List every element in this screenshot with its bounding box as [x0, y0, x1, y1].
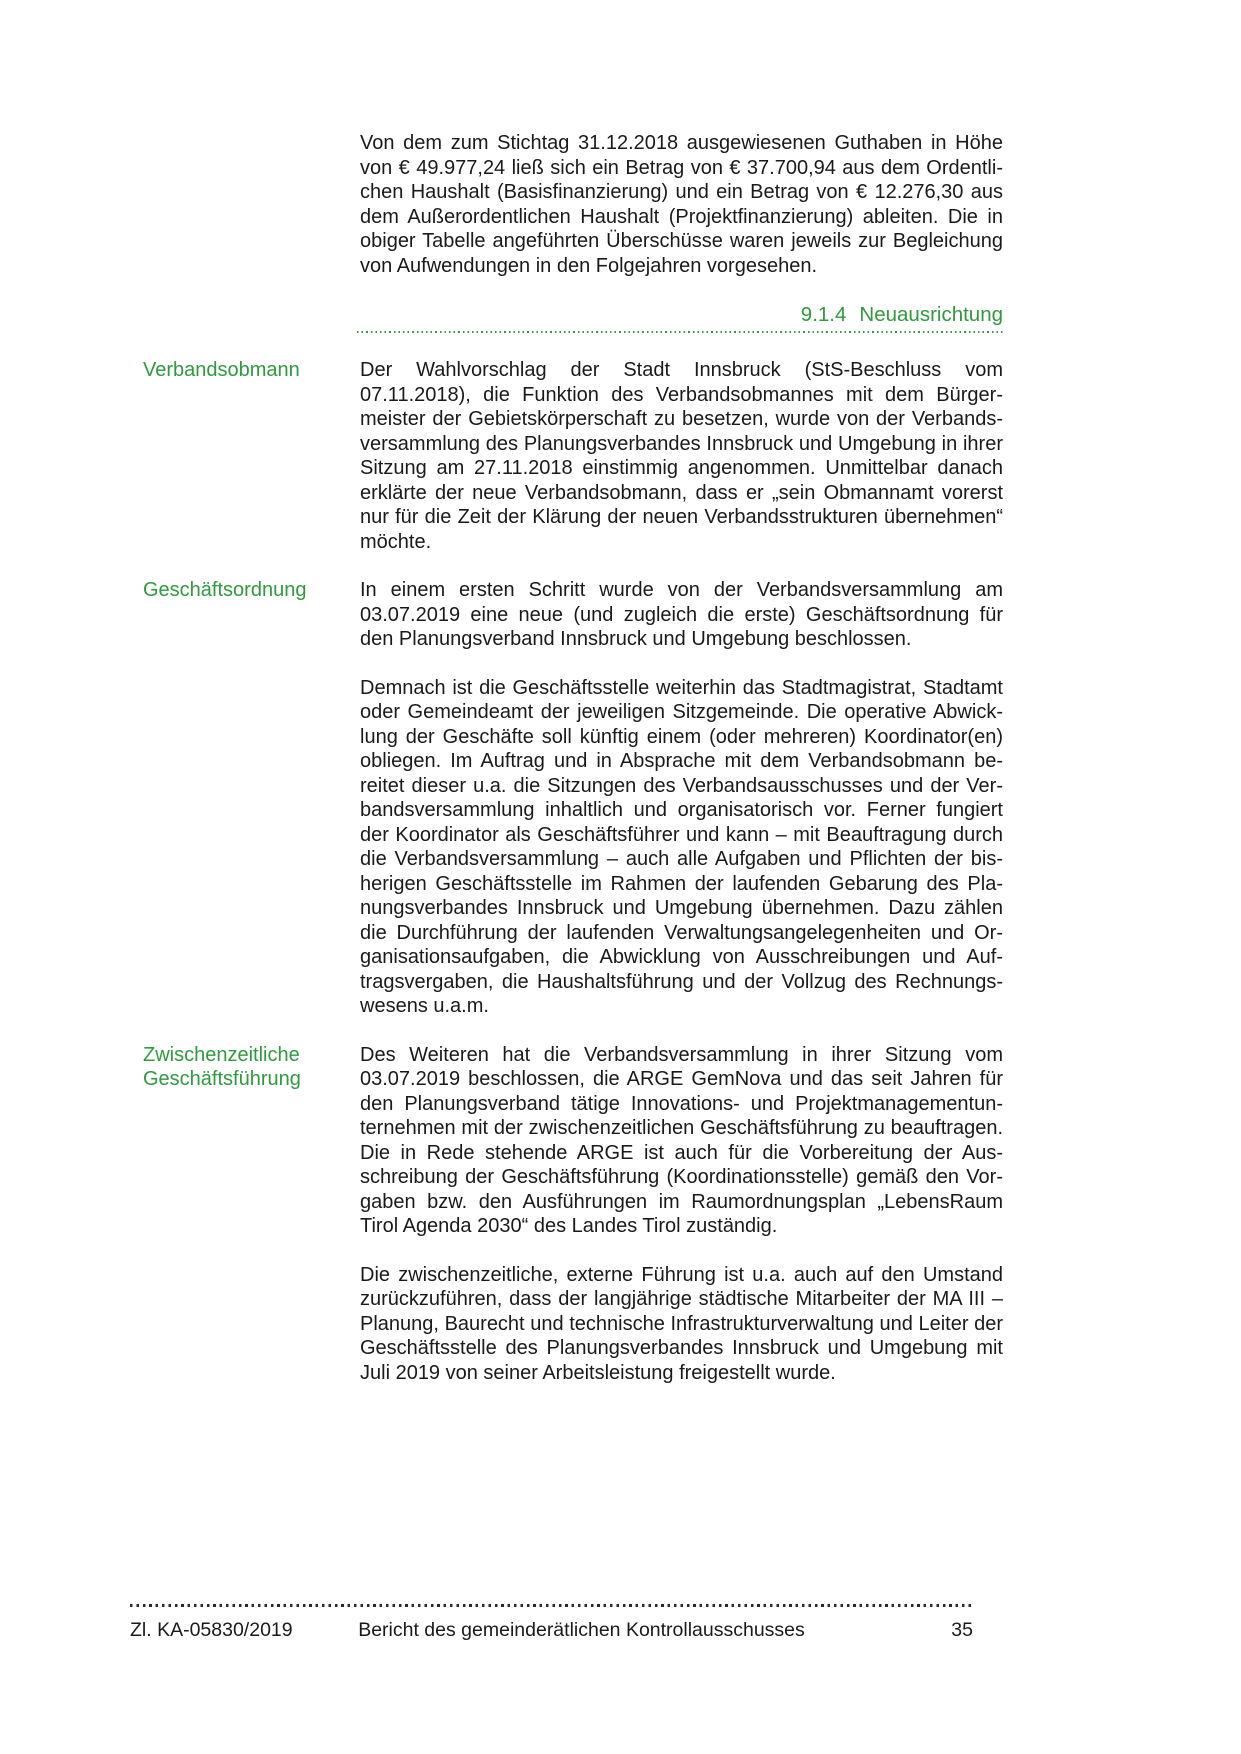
margin-label: Verbandsobmann — [143, 359, 300, 381]
document-section — [143, 358, 1003, 578]
page-footer — [130, 1601, 973, 1642]
paragraph: Des Weiteren hat die Verbandsversammlung in ihrer Sitzung vom 03.07.2019 beschlossen, die ARGE GemNova und das seit Jahren für den Planungsverband tätige Innovations- und Projektmanagementunternehmen mit der zwischenzeitlichen Geschäftsführung zu beauftragen. Die in Rede stehende ARGE ist auch für die Vorbereitung der Ausschreibung der Geschäftsführung (Koordinationsstelle) gemäß den Vorgaben bzw. den Ausführungen im Raumordnungsplan „LebensRaum Tirol Agenda 2030“ des Landes Tirol zuständig. — [360, 1043, 1003, 1237]
section-number: 9.1.4 — [800, 303, 847, 326]
document-section — [143, 1263, 1003, 1410]
document-section — [143, 578, 1003, 676]
paragraph: Demnach ist die Geschäftsstelle weiterhin das Stadtmagistrat, Stadtamt oder Gemeindeamt der jeweiligen Sitzgemeinde. Die operative Abwicklung der Geschäfte soll künftig einem (oder mehreren) Koordinator(en) obliegen. Im Auftrag und in Absprache mit dem Verbandsobmann bereitet dieser u.a. die Sitzungen des Verbandsausschusses und der Verbandsversammlung inhaltlich und organisatorisch vor. Ferner fungiert der Koordinator als Geschäftsführer und kann – mit Beauftragung durch die Verbandsversammlung – auch alle Aufgaben und Pflichten der bisherigen Geschäftsstelle im Rahmen der laufenden Gebarung des Planungsverbandes Innsbruck und Umgebung übernehmen. Dazu zählen die Durchführung der laufenden Verwaltungsangelegenheiten und Organisationsaufgaben, die Abwicklung von Ausschreibungen und Auftragsvergaben, die Haushaltsführung und der Vollzug des Rechnungswesens u.a.m. — [360, 676, 1003, 1017]
footer-title: Bericht des gemeinderätlichen Kontrollausschusses — [358, 1619, 805, 1641]
section-heading — [143, 303, 1003, 330]
paragraph: Der Wahlvorschlag der Stadt Innsbruck (StS-Beschluss vom 07.11.2018), die Funktion des Verbandsobmannes mit dem Bürgermeister der Gebietskörperschaft zu besetzen, wurde von der Verbandsversammlung des Planungsverbandes Innsbruck und Umgebung in ihrer Sitzung am 27.11.2018 einstimmig angenommen. Unmittelbar danach erklärte der neue Verbandsobmann, dass er „sein Obmannamt vorerst nur für die Zeit der Klärung der neuen Verbandsstrukturen übernehmen“ möchte. — [360, 359, 1003, 553]
footer-reference: Zl. KA-05830/2019 — [130, 1619, 293, 1641]
paragraph: In einem ersten Schritt wurde von der Verbandsversammlung am 03.07.2019 eine neue (und zugleich die erste) Geschäftsordnung für den Planungsverband Innsbruck und Umgebung beschlossen. — [360, 579, 1003, 650]
footer-dotted-rule — [130, 1601, 973, 1609]
page-content — [143, 131, 1003, 1409]
paragraph: Die zwischenzeitliche, externe Führung ist u.a. auch auf den Umstand zurückzuführen, dass der langjährige städtische Mitarbeiter der MA III – Planung, Baurecht und technische Infrastrukturverwaltung und Leiter der Geschäftsstelle des Planungsverbandes Innsbruck und Umgebung mit Juli 2019 von seiner Arbeitsleistung freigestellt wurde. — [360, 1263, 1003, 1384]
document-section — [143, 676, 1003, 1043]
footer-row — [130, 1618, 973, 1642]
footer-page-number: 35 — [951, 1619, 973, 1641]
document-section — [143, 131, 1003, 302]
heading-dotted-rule — [357, 330, 1003, 333]
section-title: Neuausrichtung — [859, 303, 1003, 326]
margin-label: Zwischenzeitliche Geschäftsführung — [143, 1043, 301, 1090]
margin-label: Geschäftsordnung — [143, 579, 307, 601]
document-section — [143, 1043, 1003, 1263]
paragraph: Von dem zum Stichtag 31.12.2018 ausgewiesenen Guthaben in Höhe von € 49.977,24 ließ sich ein Betrag von € 37.700,94 aus dem Ordentlichen Haushalt (Basisfinanzierung) und ein Betrag von € 12.276,30 aus dem Außerordentlichen Haushalt (Projektfinanzierung) ableiten. Die in obiger Tabelle angeführten Überschüsse waren jeweils zur Begleichung von Aufwendungen in den Folgejahren vorgesehen. — [360, 132, 1003, 277]
section-heading-block — [143, 303, 1003, 333]
